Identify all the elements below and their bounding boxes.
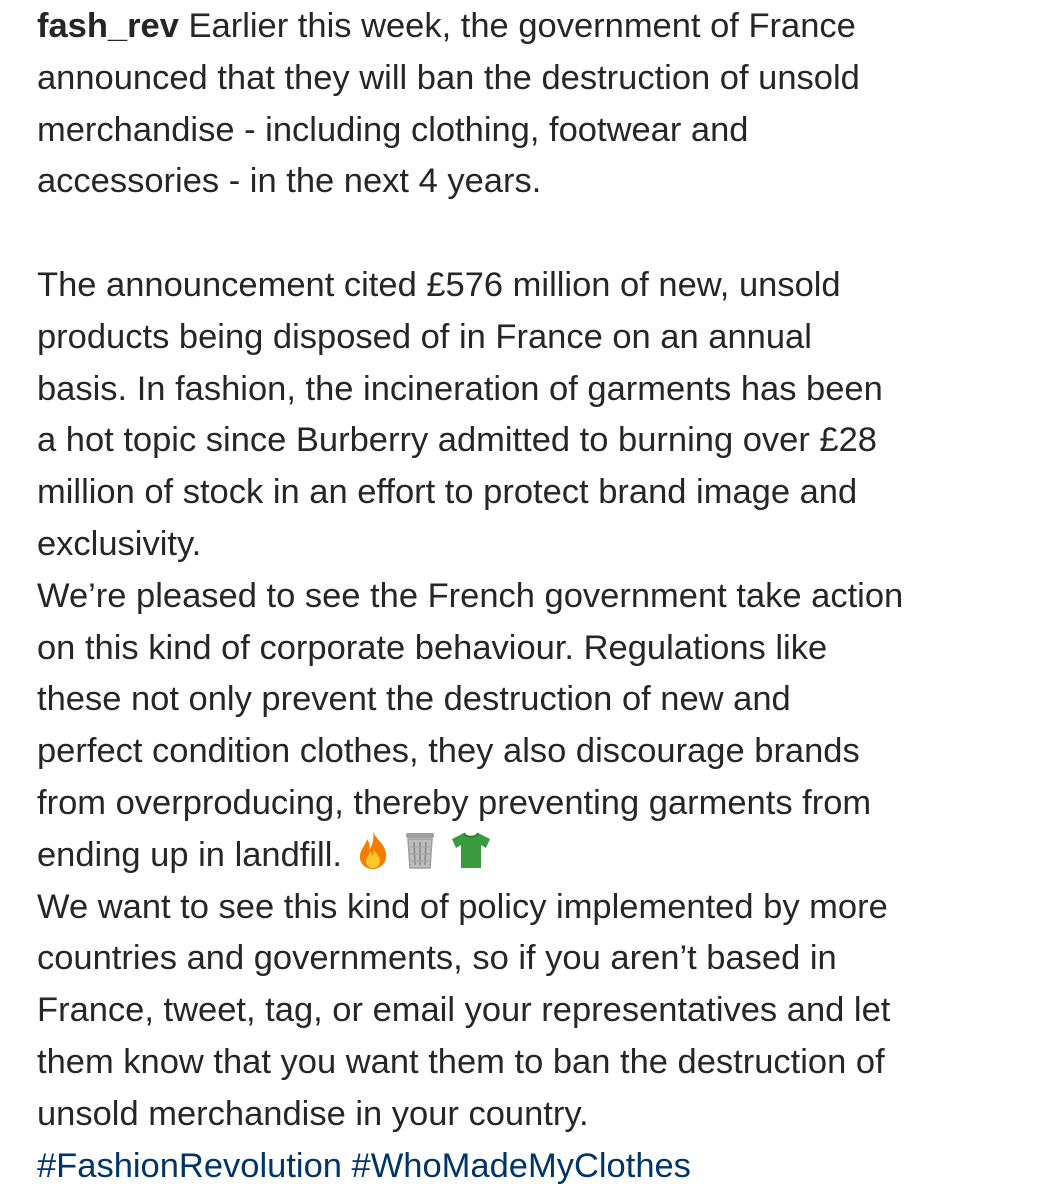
- caption-line: a hot topic since Burberry admitted to burning over £28: [37, 421, 877, 460]
- t-shirt-emoji-icon: [450, 830, 492, 870]
- caption-line: France, tweet, tag, or email your representatives and let: [37, 991, 891, 1030]
- caption-text: ending up in landfill.: [37, 835, 342, 874]
- username-link[interactable]: fash_rev: [37, 7, 179, 45]
- caption-line: perfect condition clothes, they also discourage brands: [37, 732, 860, 771]
- caption-line: from overproducing, thereby preventing garments from: [37, 783, 872, 822]
- caption-line: accessories - in the next 4 years.: [37, 162, 542, 201]
- caption-line: basis. In fashion, the incineration of garments has been: [37, 369, 883, 408]
- caption-line: We’re pleased to see the French government take action: [37, 576, 904, 615]
- caption-line: these not only prevent the destruction of new and: [37, 680, 791, 719]
- caption-line: announced that they will ban the destruction of unsold: [37, 58, 860, 97]
- caption-line: [37, 830, 1037, 882]
- caption-line: merchandise - including clothing, footwear and: [37, 110, 749, 149]
- caption-line: them know that you want them to ban the destruction of: [37, 1042, 885, 1081]
- caption-line: exclusivity.: [37, 524, 202, 563]
- caption-line: [37, 1, 1037, 53]
- caption-line: We want to see this kind of policy implemented by more: [37, 887, 888, 926]
- hashtag-link[interactable]: #FashionRevolution: [37, 1146, 342, 1185]
- hashtag-link[interactable]: #WhoMadeMyClothes: [351, 1146, 691, 1185]
- hashtag-line: [37, 1141, 1037, 1193]
- caption-line: The announcement cited £576 million of new, unsold: [37, 265, 841, 304]
- paragraph-spacer: [37, 208, 1037, 260]
- caption-text: Earlier this week, the government of France: [178, 7, 856, 45]
- caption-line: countries and governments, so if you aren’t based in: [37, 939, 837, 978]
- caption-line: on this kind of corporate behaviour. Regulations like: [37, 628, 828, 667]
- caption-line: products being disposed of in France on an annual: [37, 317, 812, 356]
- caption-line: unsold merchandise in your country.: [37, 1094, 589, 1133]
- wastebasket-emoji-icon: [404, 830, 436, 870]
- caption-line: million of stock in an effort to protect brand image and: [37, 473, 858, 512]
- post-caption: [37, 0, 1037, 1192]
- fire-emoji-icon: [356, 830, 390, 870]
